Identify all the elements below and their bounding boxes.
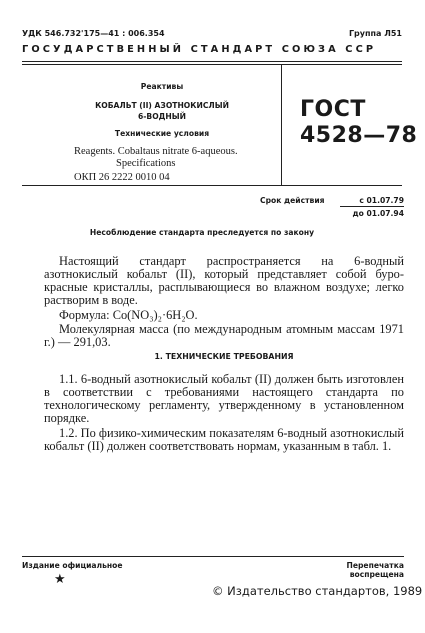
molecular-mass-paragraph: Молекулярная масса (по международным атомным массам 1971 г.) — 291,03.	[44, 322, 404, 349]
footer-rule	[22, 556, 404, 557]
formula-line	[44, 309, 404, 322]
star-icon: ★	[54, 572, 66, 587]
formula-label: Формула:	[59, 308, 110, 322]
intro-paragraph: Настоящий стандарт распространяется на 6-водный азотнокислый кобальт (II), который представляет собой буро-красные кристаллы, расплывающиеся во влажном воздухе; легко растворим в воде.	[44, 254, 404, 307]
udk-code: УДК 546.732'175—41 : 006.354	[22, 29, 165, 38]
validity-from: с 01.07.79	[359, 196, 404, 205]
official-edition-label: Издание официальное	[22, 561, 123, 570]
header-rule-thin	[22, 64, 402, 65]
copyright: © Издательство стандартов, 1989	[212, 584, 423, 598]
title-bottom-rule	[22, 185, 402, 186]
english-title-line2: Specifications	[116, 157, 176, 169]
formula-value: Co(NO₃)₂·6H₂O.	[112, 308, 198, 322]
category-label: Реактивы	[140, 82, 184, 91]
reprint-notice: Перепечатка воспрещена	[346, 561, 404, 579]
standard-header: ГОСУДАРСТВЕННЫЙ СТАНДАРТ СОЮЗА ССР	[22, 44, 377, 55]
section-title: 1. ТЕХНИЧЕСКИЕ ТРЕБОВАНИЯ	[154, 352, 294, 361]
group-code: Группа Л51	[348, 29, 402, 38]
product-name	[42, 100, 282, 122]
clause-1-1: 1.1. 6-водный азотнокислый кобальт (II) должен быть изготовлен в соответствии с требованиями настоящего стандарта по технологическому регламенту, утвержденному в установленном порядке.	[44, 372, 404, 425]
product-name-line1: КОБАЛЬТ (II) АЗОТНОКИСЛЫЙ	[95, 101, 229, 110]
subtitle: Технические условия	[114, 129, 210, 138]
gost-label: ГОСТ	[300, 97, 366, 122]
validity-divider	[340, 206, 404, 207]
product-name-line2: 6-ВОДНЫЙ	[137, 112, 187, 121]
english-title	[74, 146, 274, 169]
english-title-line1: Reagents. Cobaltaus nitrate 6-aqueous.	[74, 146, 238, 157]
clause-1-2: 1.2. По физико-химическим показателям 6-водный азотнокислый кобальт (II) должен соответствовать нормам, указанным в табл. 1.	[44, 426, 405, 453]
gost-designation	[300, 97, 417, 149]
validity-to: до 01.07.94	[352, 209, 404, 218]
legal-notice: Несоблюдение стандарта преследуется по закону	[89, 228, 315, 237]
validity-label: Срок действия	[260, 196, 325, 205]
gost-number: 4528—78	[300, 123, 418, 148]
header-rule-thick	[22, 61, 402, 62]
okp-code: ОКП 26 2222 0010 04	[74, 172, 170, 183]
